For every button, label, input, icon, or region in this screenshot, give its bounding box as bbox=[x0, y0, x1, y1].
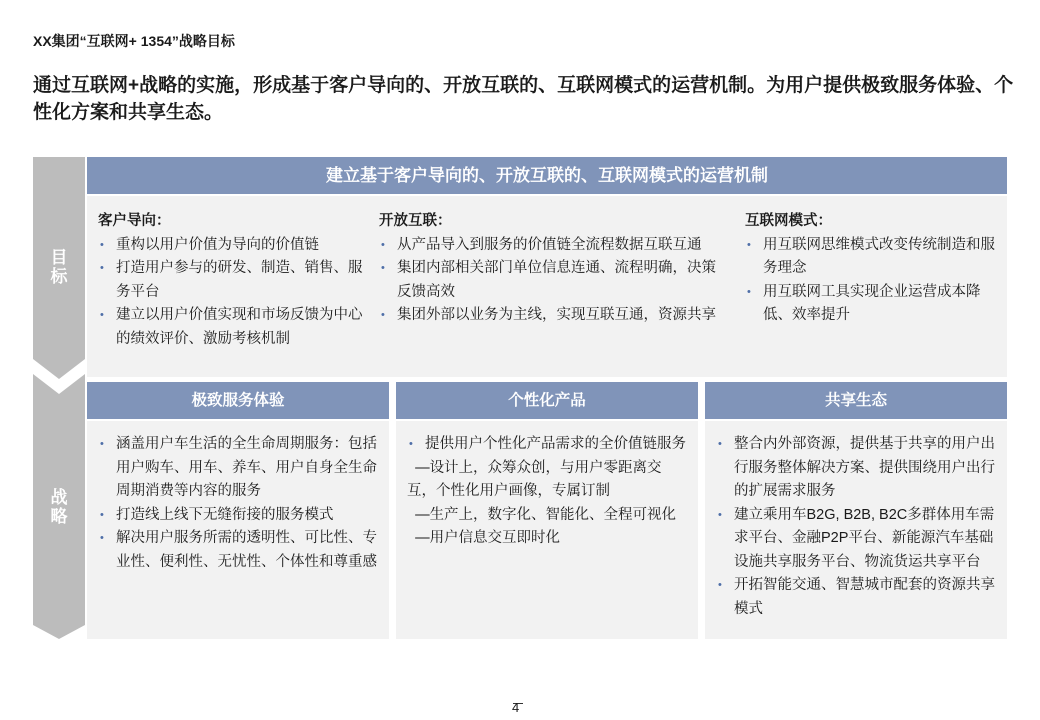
list-item: • 打造用户参与的研发、制造、销售、服务平台 bbox=[98, 257, 373, 304]
strategy-header-ecosystem: 共享生态 bbox=[705, 382, 1007, 419]
page-number: 4 bbox=[512, 700, 520, 715]
goal-column-internet bbox=[745, 210, 995, 328]
list-item: • 用互联网工具实现企业运营成本降低、效率提升 bbox=[745, 281, 995, 328]
column-heading: 客户导向： bbox=[98, 213, 171, 229]
list-item: • 建立以用户价值实现和市场反馈为中心的绩效评价、激励考核机制 bbox=[98, 304, 373, 351]
headline: 通过互联网+战略的实施，形成基于客户导向的、开放互联的、互联网模式的运营机制。为用户提供极致服务体验、个性化方案和共享生态。 bbox=[33, 75, 1014, 123]
list-item: • 提供用户个性化产品需求的全价值链服务 bbox=[407, 433, 689, 457]
goal-banner: 建立基于客户导向的、开放互联的、互联网模式的运营机制 bbox=[87, 157, 1007, 194]
list-item: • 开拓智能交通、智慧城市配套的资源共享模式 bbox=[716, 574, 998, 621]
list-item: • 用互联网思维模式改变传统制造和服务理念 bbox=[745, 234, 995, 281]
list-item: • 解决用户服务所需的透明性、可比性、专业性、便利性、无忧性、个体性和尊重感 bbox=[98, 527, 380, 574]
page-title: XX集团“互联网+ 1354”战略目标 bbox=[33, 33, 235, 49]
goal-column-customer bbox=[98, 210, 373, 351]
goal-column-open bbox=[379, 210, 724, 328]
list-item: • 涵盖用户车生活的全生命周期服务：包括用户购车、用车、养车、用户自身全生命周期消费等内容的服务 bbox=[98, 433, 380, 504]
list-item: • 从产品导入到服务的价值链全流程数据互联互通 bbox=[379, 234, 724, 258]
list-item: • 集团外部以业务为主线，实现互联互通，资源共享 bbox=[379, 304, 724, 328]
list-item: • 打造线上线下无缝衔接的服务模式 bbox=[98, 504, 380, 528]
bullet-list bbox=[745, 234, 995, 328]
list-item: • 集团内部相关部门单位信息连通、流程明确，决策反馈高效 bbox=[379, 257, 724, 304]
bullet-list bbox=[716, 433, 998, 621]
strategy-header-service: 极致服务体验 bbox=[87, 382, 389, 419]
strategy-column-ecosystem bbox=[716, 433, 998, 621]
strategy-column-product bbox=[407, 433, 689, 551]
bullet-list bbox=[98, 433, 380, 574]
sidebar-chevron bbox=[33, 157, 85, 639]
strategy-header-product: 个性化产品 bbox=[396, 382, 698, 419]
bullet-list bbox=[98, 234, 373, 352]
strategy-side-label: 战 略 bbox=[50, 488, 68, 526]
list-item: • 重构以用户价值为导向的价值链 bbox=[98, 234, 373, 258]
list-item: • 整合内外部资源，提供基于共享的用户出行服务整体解决方案、提供围绕用户出行的扩展需求服务 bbox=[716, 433, 998, 504]
list-item: • 建立乘用车B2G, B2B, B2C多群体用车需求平台、金融P2P平台、新能源汽车基础设施共享服务平台、物流货运共享平台 bbox=[716, 504, 998, 575]
bullet-list bbox=[379, 234, 724, 328]
column-heading: 开放互联： bbox=[379, 213, 452, 229]
detail-text: —设计上，众筹众创，与用户零距离交互，个性化用户画像，专属订制 —生产上，数字化、智能化、全程可视化 —用户信息交互即时化 bbox=[407, 459, 677, 546]
column-heading: 互联网模式： bbox=[745, 213, 832, 229]
bullet-list bbox=[407, 433, 689, 457]
strategy-column-service bbox=[98, 433, 380, 574]
goal-side-label: 目 标 bbox=[50, 248, 68, 286]
